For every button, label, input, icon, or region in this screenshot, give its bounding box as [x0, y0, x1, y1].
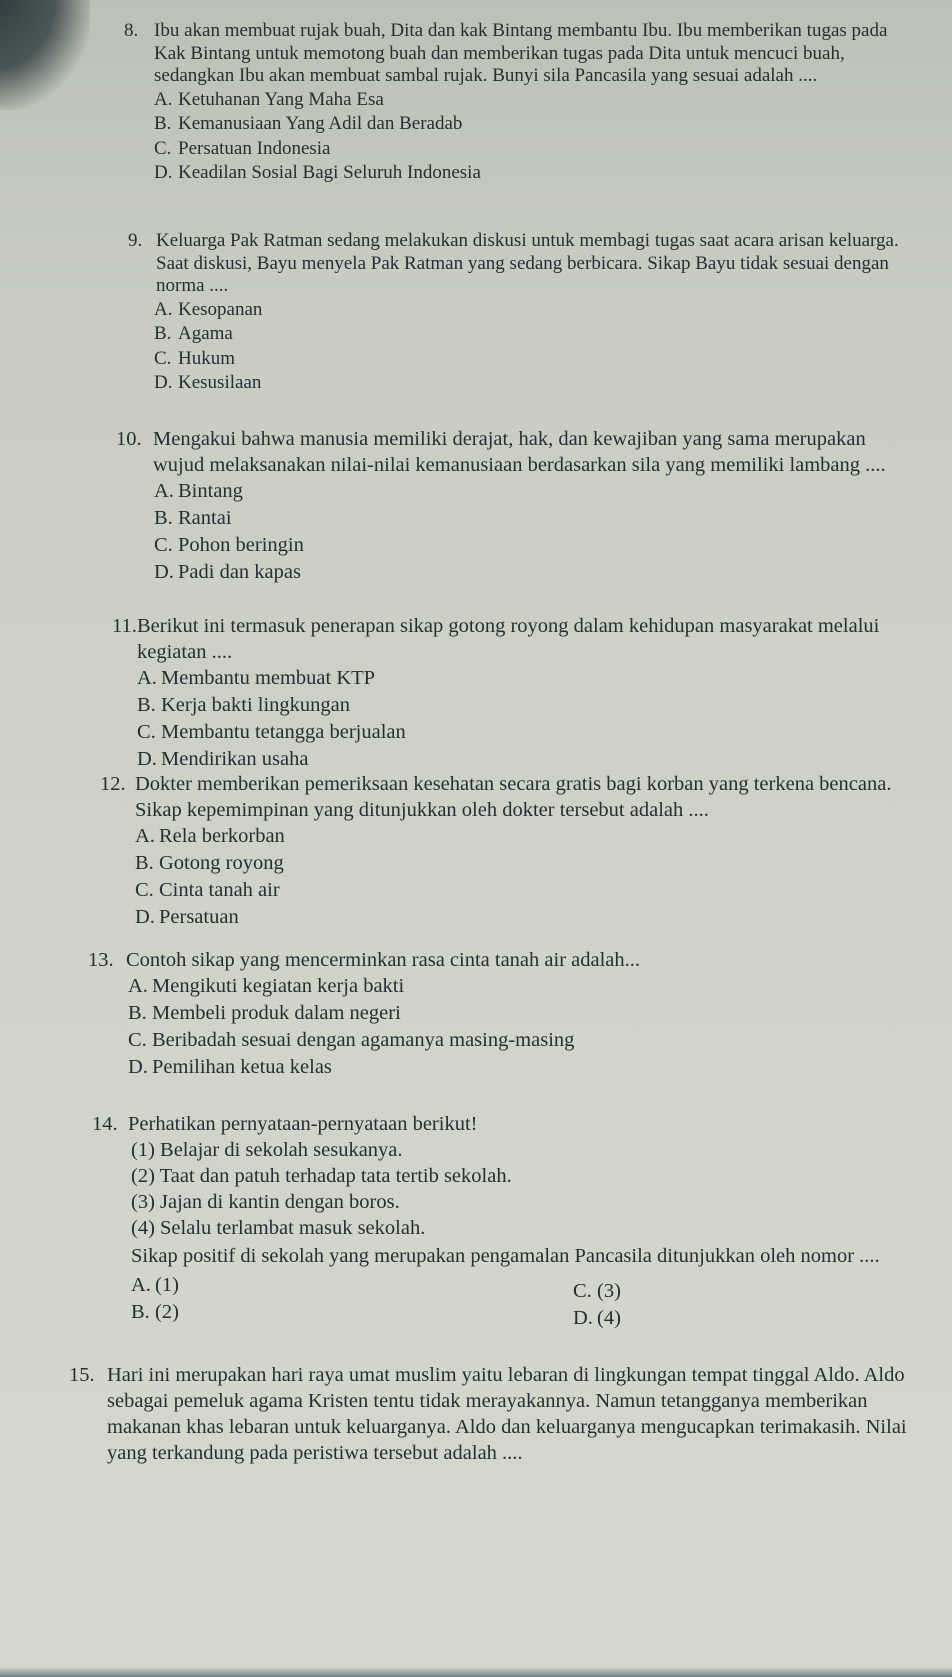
option-b[interactable] — [128, 1000, 952, 1027]
option-letter: B. — [128, 1002, 147, 1024]
option-letter: D. — [128, 1056, 148, 1078]
question-stem — [0, 1111, 952, 1137]
option-letter: C. — [128, 1029, 147, 1051]
option-a[interactable] — [135, 823, 952, 850]
option-text: Bintang — [178, 480, 243, 502]
option-c[interactable] — [154, 137, 952, 162]
option-d[interactable] — [154, 371, 952, 396]
question-text: Dokter memberikan pemeriksaan kesehatan secara gratis bagi korban yang terkena bencana. Sikap kepemimpinan yang ditunjukkan oleh dokter tersebut adalah .... — [135, 773, 892, 821]
statement-1: (1) Belajar di sekolah sesukanya. — [131, 1139, 403, 1161]
option-text: Keadilan Sosial Bagi Seluruh Indonesia — [178, 162, 481, 183]
option-c[interactable] — [154, 347, 952, 372]
statement-3: (3) Jajan di kantin dengan boros. — [131, 1191, 400, 1213]
option-letter: D. — [137, 748, 157, 770]
question-number: 15. — [69, 1364, 95, 1386]
option-text: Pohon beringin — [178, 534, 304, 556]
option-letter: D. — [135, 906, 155, 928]
option-a[interactable] — [128, 973, 952, 1000]
option-c[interactable] — [128, 1027, 952, 1054]
option-letter: A. — [135, 825, 155, 847]
option-a[interactable] — [154, 298, 952, 323]
question-text: Keluarga Pak Ratman sedang melakukan diskusi untuk membagi tugas saat acara arisan keluarga. Saat diskusi, Bayu menyela Pak Ratman yang sedang berbicara. Sikap Bayu tidak sesuai dengan norma .... — [156, 230, 899, 296]
question-number: 14. — [92, 1113, 118, 1135]
option-letter: C. — [573, 1280, 592, 1302]
option-letter: D. — [154, 561, 174, 583]
question-number: 13. — [88, 949, 114, 971]
option-text: Agama — [178, 323, 233, 344]
question-stem — [0, 1362, 952, 1466]
option-c[interactable] — [154, 532, 952, 559]
option-text: Membantu tetangga berjualan — [161, 721, 406, 743]
option-letter: A. — [128, 975, 148, 997]
option-text: Beribadah sesuai dengan agamanya masing-masing — [152, 1029, 575, 1051]
option-text: (2) — [155, 1301, 179, 1323]
option-b[interactable] — [135, 850, 952, 877]
option-b[interactable] — [154, 322, 952, 347]
option-letter: B. — [131, 1301, 150, 1323]
question-9 — [0, 230, 952, 396]
option-d[interactable] — [137, 746, 952, 773]
option-text: Kesusilaan — [178, 372, 262, 393]
question-stem — [0, 426, 952, 478]
question-number: 8. — [124, 20, 139, 41]
question-text: Hari ini merupakan hari raya umat muslim yaitu lebaran di lingkungan tempat tinggal Aldo. Aldo sebagai pemeluk agama Kristen tentu tidak merayakannya. Namun tetangganya memberikan makanan khas lebaran untuk keluarganya. Aldo dan keluarganya mengucapkan terimakasih. Nilai yang terkandung pada peristiwa tersebut adalah .... — [107, 1364, 907, 1464]
question-text: Contoh sikap yang mencerminkan rasa cinta tanah air adalah... — [126, 949, 641, 971]
option-letter: D. — [154, 162, 173, 183]
question-stem — [0, 771, 952, 823]
question-10 — [0, 426, 952, 586]
option-c[interactable] — [135, 877, 952, 904]
option-b[interactable] — [154, 505, 952, 532]
question-number: 9. — [128, 230, 143, 251]
option-text: (3) — [597, 1280, 621, 1302]
question-text: Ibu akan membuat rujak buah, Dita dan kak Bintang membantu Ibu. Ibu memberikan tugas pada Kak Bintang untuk memotong buah dan memberikan tugas pada Dita untuk mencuci buah, sedangkan Ibu akan membuat sambal rujak. Bunyi sila Pancasila yang sesuai adalah .... — [154, 20, 888, 86]
option-letter: B. — [135, 852, 154, 874]
statement-4: (4) Selalu terlambat masuk sekolah. — [131, 1217, 426, 1239]
option-b[interactable] — [137, 692, 952, 719]
question-14 — [0, 1111, 952, 1328]
option-d[interactable] — [135, 904, 952, 931]
question-stem — [0, 20, 952, 88]
option-letter: A. — [154, 88, 173, 110]
question-number: 10. — [116, 428, 142, 450]
option-letter: C. — [135, 879, 154, 901]
question-stem — [0, 947, 952, 973]
option-letter: C. — [154, 534, 173, 556]
question-text: Mengakui bahwa manusia memiliki derajat, hak, dan kewajiban yang sama merupakan wujud melaksanakan nilai-nilai kemanusiaan berdasarkan sila yang memiliki lambang .... — [153, 428, 886, 476]
option-text: Ketuhanan Yang Maha Esa — [178, 88, 384, 110]
photo-bottom-edge — [0, 1667, 952, 1677]
option-a[interactable] — [154, 88, 952, 113]
option-text: Persatuan — [159, 906, 239, 928]
option-text: Kesopanan — [178, 298, 263, 320]
option-text: Padi dan kapas — [178, 561, 301, 583]
option-text: Persatuan Indonesia — [178, 137, 331, 159]
question-prompt: Sikap positif di sekolah yang merupakan pengamalan Pancasila ditunjukkan oleh nomor .... — [131, 1245, 880, 1267]
option-text: Mendirikan usaha — [161, 748, 309, 770]
option-text: Gotong royong — [159, 852, 284, 874]
option-text: Kerja bakti lingkungan — [161, 694, 351, 716]
option-a[interactable] — [131, 1272, 179, 1299]
option-text: Membantu membuat KTP — [161, 667, 376, 689]
option-text: (1) — [155, 1274, 179, 1296]
question-text: Berikut ini termasuk penerapan sikap gotong royong dalam kehidupan masyarakat melalui kegiatan .... — [137, 615, 880, 663]
option-letter: A. — [154, 480, 174, 502]
option-d[interactable] — [154, 161, 952, 186]
option-letter: A. — [154, 298, 173, 320]
option-text: (4) — [597, 1307, 621, 1329]
answer-options — [0, 1272, 952, 1328]
question-stem — [0, 613, 952, 665]
question-12 — [0, 771, 952, 931]
option-letter: C. — [154, 347, 172, 369]
question-13 — [0, 947, 952, 1081]
option-b[interactable] — [131, 1299, 179, 1326]
question-text: Perhatikan pernyataan-pernyataan berikut! — [128, 1113, 478, 1135]
option-letter: B. — [154, 323, 172, 344]
option-d[interactable] — [573, 1305, 621, 1332]
option-a[interactable] — [154, 478, 952, 505]
option-letter: A. — [137, 667, 157, 689]
option-text: Pemilihan ketua kelas — [152, 1056, 332, 1078]
option-c[interactable] — [137, 719, 952, 746]
option-letter: C. — [154, 137, 172, 159]
option-d[interactable] — [128, 1054, 952, 1081]
option-letter: C. — [137, 721, 156, 743]
option-text: Membeli produk dalam negeri — [152, 1002, 401, 1024]
question-number: 11. — [112, 615, 137, 637]
question-number: 12. — [100, 773, 126, 795]
option-letter: B. — [154, 113, 172, 134]
option-c[interactable] — [573, 1278, 621, 1305]
option-d[interactable] — [154, 559, 952, 586]
option-text: Cinta tanah air — [159, 879, 280, 901]
option-text: Mengikuti kegiatan kerja bakti — [152, 975, 405, 997]
option-letter: A. — [131, 1274, 151, 1296]
option-b[interactable] — [154, 112, 952, 137]
question-15 — [0, 1362, 952, 1466]
option-text: Rantai — [178, 507, 232, 529]
option-text: Kemanusiaan Yang Adil dan Beradab — [178, 113, 463, 134]
question-11 — [0, 613, 952, 773]
question-stem — [0, 230, 952, 298]
statement-2: (2) Taat dan patuh terhadap tata tertib sekolah. — [131, 1165, 512, 1187]
option-letter: D. — [154, 372, 173, 393]
option-a[interactable] — [137, 665, 952, 692]
option-text: Rela berkorban — [159, 825, 285, 847]
option-text: Hukum — [178, 347, 235, 369]
option-letter: B. — [137, 694, 156, 716]
option-letter: B. — [154, 507, 173, 529]
option-letter: D. — [573, 1307, 593, 1329]
question-8 — [0, 20, 952, 186]
